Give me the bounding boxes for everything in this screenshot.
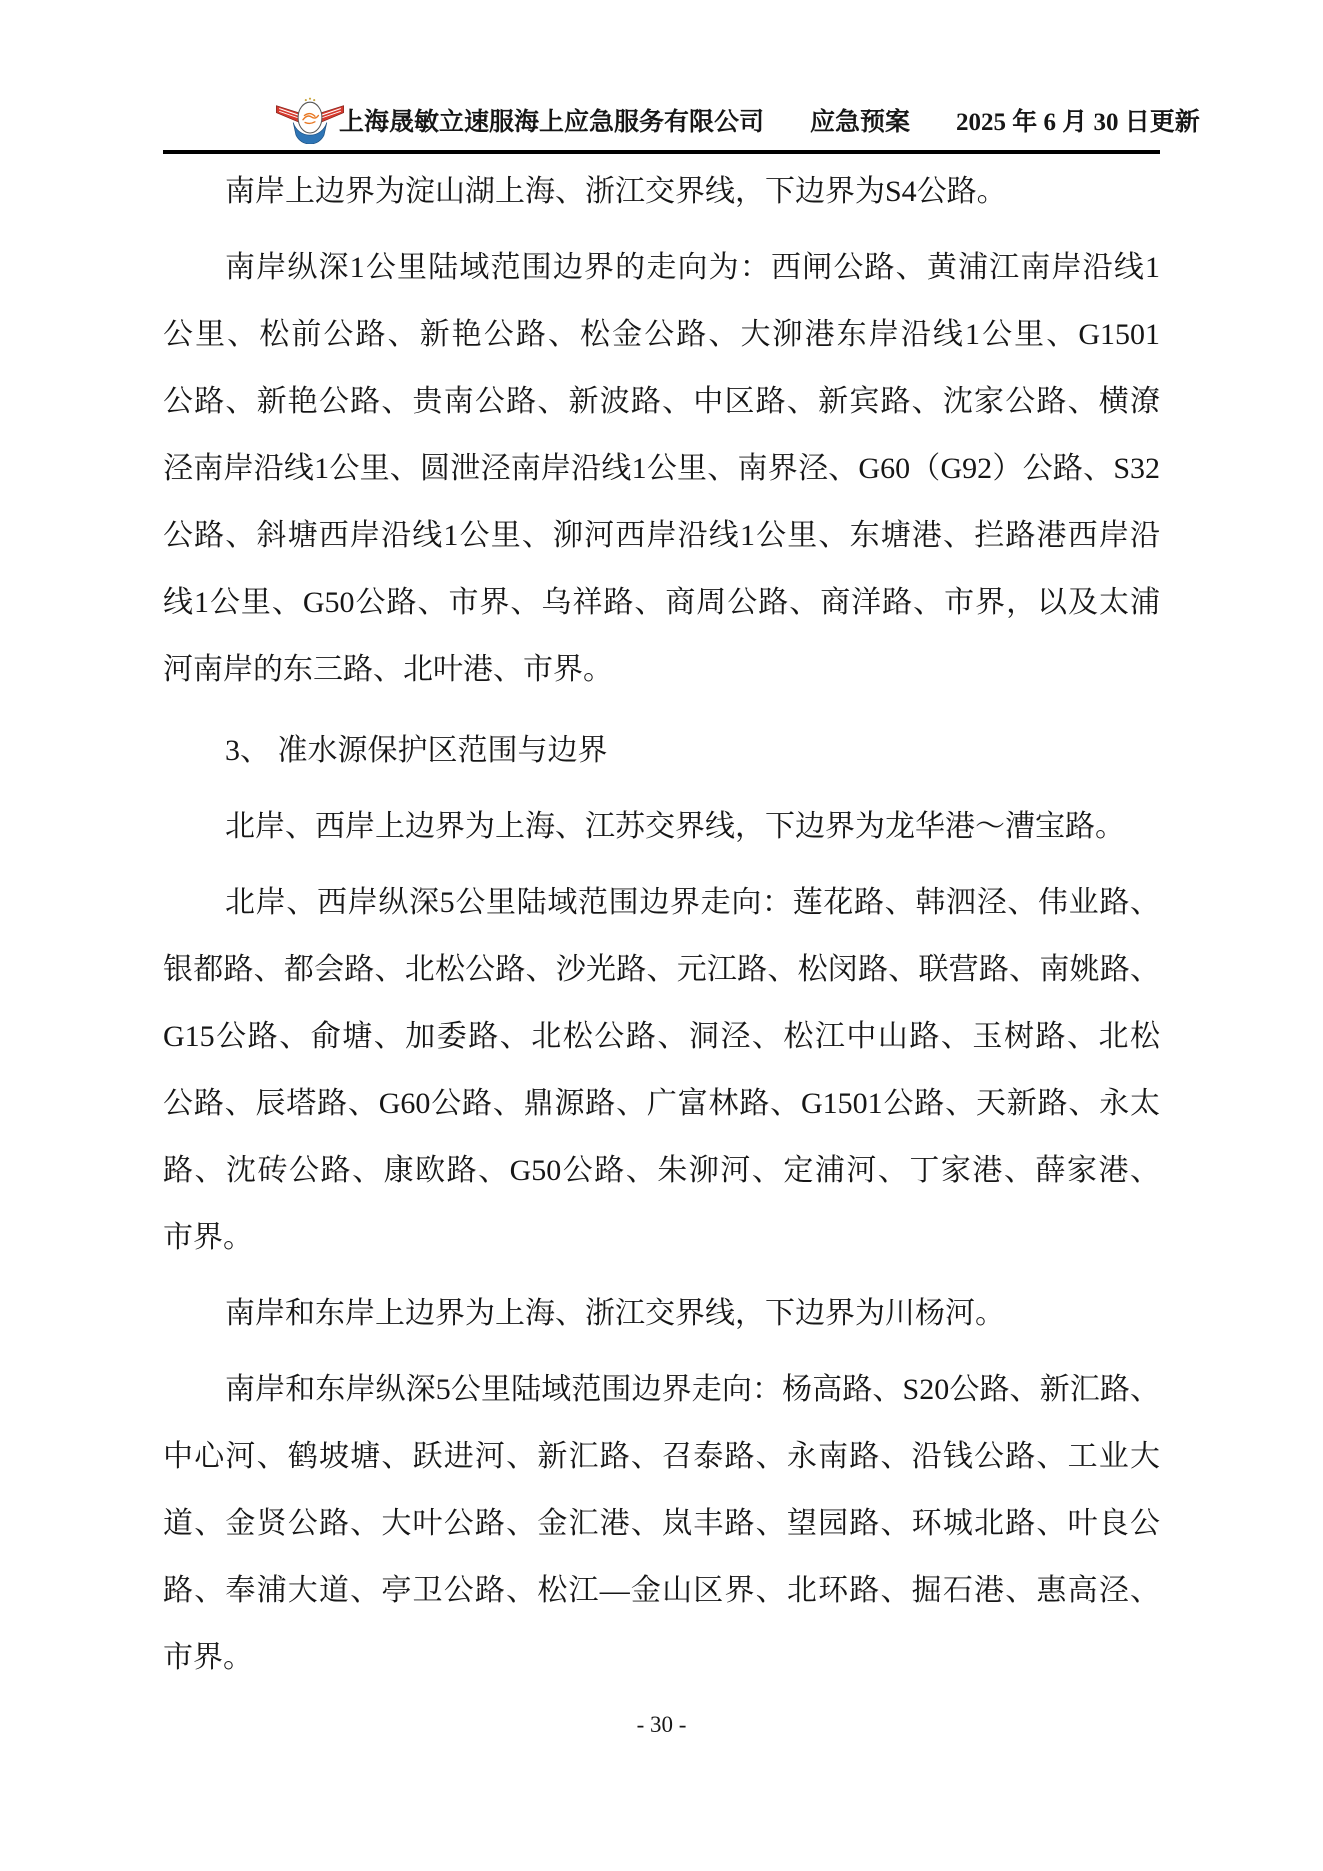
page-number: - 30 - [636,1712,687,1737]
text-line: 线1公里、G50公路、市界、乌祥路、商周公路、商洋路、市界，以及太浦 [163,586,1160,619]
paragraph [163,158,1160,225]
text-line: 南岸和东岸纵深5公里陆域范围边界走向：杨高路、S20公路、新汇路、 [225,1373,1160,1406]
company-logo-icon [275,94,345,144]
page-footer [163,1712,1160,1738]
header-text-row [339,102,1200,138]
text-line: 中心河、鹤坡塘、跃进河、新汇路、召泰路、永南路、沿钱公路、工业大 [163,1440,1160,1473]
section-heading [163,717,1160,784]
paragraph [163,1356,1160,1691]
text-line: 市界。 [163,1641,253,1674]
text-line: 公路、辰塔路、G60公路、鼎源路、广富林路、G1501公路、天新路、永太 [163,1087,1160,1120]
company-name: 上海晟敏立速服海上应急服务有限公司 [339,109,765,136]
text-line: 银都路、都会路、北松公路、沙光路、元江路、松闵路、联营路、南姚路、 [163,953,1160,986]
text-line: 南岸纵深1公里陆域范围边界的走向为：西闸公路、黄浦江南岸沿线1 [225,251,1160,284]
text-line: 北岸、西岸上边界为上海、江苏交界线，下边界为龙华港～漕宝路。 [225,810,1125,843]
text-line: 泾南岸沿线1公里、圆泄泾南岸沿线1公里、南界泾、G60（G92）公路、S32 [163,452,1160,485]
paragraph [163,234,1160,703]
document-body [163,158,1160,1700]
document-type: 应急预案 [810,109,911,136]
text-line: 北岸、西岸纵深5公里陆域范围边界走向：莲花路、韩泗泾、伟业路、 [225,886,1160,919]
text-line: 南岸上边界为淀山湖上海、浙江交界线，下边界为S4公路。 [225,175,1007,208]
text-line: G15公路、俞塘、加委路、北松公路、洞泾、松江中山路、玉树路、北松 [163,1020,1160,1053]
text-line: 市界。 [163,1221,253,1254]
text-line: 路、奉浦大道、亭卫公路、松江—金山区界、北环路、掘石港、惠高泾、 [163,1574,1160,1607]
paragraph [163,793,1160,860]
paragraph [163,1280,1160,1347]
text-line: 道、金贤公路、大叶公路、金汇港、岚丰路、望园路、环城北路、叶良公 [163,1507,1160,1540]
text-line: 公里、松前公路、新艳公路、松金公路、大泖港东岸沿线1公里、G1501 [163,318,1160,351]
heading-line: 3、 准水源保护区范围与边界 [225,734,608,767]
text-line: 南岸和东岸上边界为上海、浙江交界线，下边界为川杨河。 [225,1297,1005,1330]
page-header [163,0,1200,154]
update-date: 2025 年 6 月 30 日更新 [956,109,1200,136]
text-line: 公路、斜塘西岸沿线1公里、泖河西岸沿线1公里、东塘港、拦路港西岸沿 [163,519,1160,552]
text-line: 河南岸的东三路、北叶港、市界。 [163,653,613,686]
paragraph [163,869,1160,1271]
text-line: 公路、新艳公路、贵南公路、新波路、中区路、新宾路、沈家公路、横潦 [163,385,1160,418]
text-line: 路、沈砖公路、康欧路、G50公路、朱泖河、定浦河、丁家港、薛家港、 [163,1154,1160,1187]
